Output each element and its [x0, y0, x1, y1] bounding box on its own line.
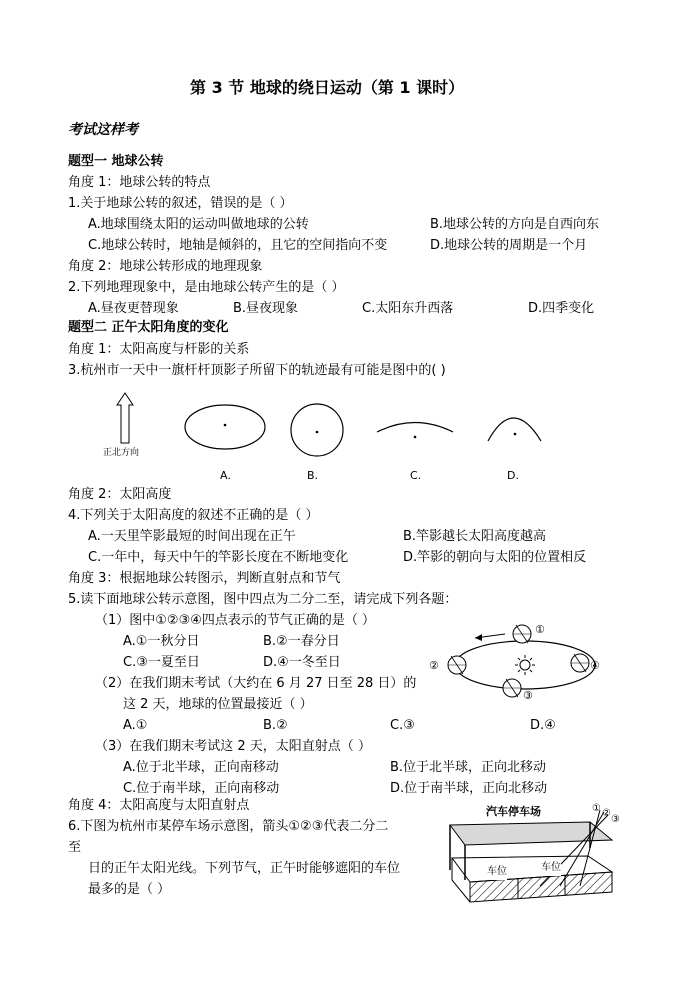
q3-label-d: D.	[507, 469, 519, 482]
type1-angle2: 角度 2：地球公转形成的地理现象	[68, 259, 263, 274]
q5-sub2-b: B.②	[263, 718, 288, 733]
q5-sub1-stem: （1）图中①②③④四点表示的节气正确的是（ ）	[95, 613, 376, 628]
option-d-arc	[488, 418, 541, 441]
q1-option-b: B.地球公转的方向是自西向东	[430, 217, 600, 232]
q5-sub2-c: C.③	[390, 718, 415, 733]
type2-angle2: 角度 2：太阳高度	[68, 487, 172, 502]
type1-angle1: 角度 1：地球公转的特点	[68, 175, 211, 190]
q1-option-a: A.地球围绕太阳的运动叫做地球的公转	[88, 217, 309, 232]
q5-sub3-d: D.位于南半球，正向北移动	[390, 781, 548, 796]
parking-title: 汽车停车场	[486, 805, 541, 818]
q4-option-c: C.一年中，每天中午的竿影长度在不断地变化	[88, 550, 349, 565]
q3-stem: 3.杭州市一天中一旗杆杆顶影子所留下的轨迹最有可能是图中的( )	[68, 363, 446, 378]
q2-option-a: A.昼夜更替现象	[88, 301, 179, 316]
q3-figure	[95, 385, 695, 495]
q6-stem-3: 日的正午太阳光线。下列节气，正午时能够遮阳的车位	[88, 861, 401, 876]
q5-sub3-a: A.位于北半球，正向南移动	[123, 760, 279, 775]
north-arrow-icon	[117, 393, 133, 443]
q5-sub3-c: C.位于南半球，正向南移动	[123, 781, 280, 796]
q6-stem-1: 6.下图为杭州市某停车场示意图，箭头①②③代表二分二	[68, 819, 389, 834]
earth-icon	[448, 625, 589, 697]
q3-label-b: B.	[307, 469, 319, 482]
q2-stem: 2.下列地理现象中，是由地球公转产生的是（ ）	[68, 280, 345, 295]
q2-option-b: B.昼夜现象	[233, 301, 299, 316]
q5-sub1-a: A.①一秋分日	[123, 634, 200, 649]
ray-label-2: ②	[602, 808, 611, 819]
q4-option-b: B.竿影越长太阳高度越高	[403, 529, 547, 544]
option-b-circle	[291, 404, 343, 456]
parking-space-label: 车位	[487, 864, 507, 880]
q3-label-a: A.	[220, 469, 231, 482]
q5-sub1-d: D.④一冬至日	[263, 655, 341, 670]
q5-sub2-stem-1: （2）在我们期末考试（大约在 6 月 27 日至 28 日）的	[95, 676, 417, 691]
q5-sub2-a: A.①	[123, 718, 148, 733]
q5-stem: 5.读下面地球公转示意图，图中四点为二分二至，请完成下列各题：	[68, 592, 458, 607]
q2-option-d: D.四季变化	[528, 301, 595, 316]
q4-option-d: D.竿影的朝向与太阳的位置相反	[403, 550, 587, 565]
q6-stem-4: 最多的是（ ）	[88, 882, 171, 897]
q2-option-c: C.太阳东升西落	[362, 301, 454, 316]
q4-stem: 4.下列关于太阳高度的叙述不正确的是（ ）	[68, 508, 319, 523]
option-a-ellipse	[185, 405, 265, 449]
q5-sub1-c: C.③一夏至日	[123, 655, 200, 670]
orbit-label-1: ①	[535, 623, 545, 636]
ray-label-1: ①	[592, 803, 601, 814]
parking-space-label: 车位	[541, 860, 561, 876]
orbit-label-4: ④	[590, 659, 600, 672]
type2-angle1: 角度 1：太阳高度与杆影的关系	[68, 342, 250, 357]
q5-sub1-b: B.②一春分日	[263, 634, 340, 649]
type1-heading: 题型一 地球公转	[68, 154, 164, 169]
q5-sub2-stem-2: 这 2 天，地球的位置最接近（ ）	[123, 697, 313, 712]
q4-option-a: A.一天里竿影最短的时间出现在正午	[88, 529, 296, 544]
north-direction-label: 正北方向	[103, 448, 140, 458]
q6-stem-2: 至	[68, 840, 82, 855]
type2-heading: 题型二 正午太阳角度的变化	[68, 320, 229, 335]
type2-angle3: 角度 3：根据地球公转图示，判断直射点和节气	[68, 571, 341, 586]
q1-stem: 1.关于地球公转的叙述，错误的是（ ）	[68, 196, 293, 211]
q5-sub3-stem: （3）在我们期末考试这 2 天，太阳直射点（ ）	[95, 739, 371, 754]
q5-sub3-b: B.位于北半球，正向北移动	[390, 760, 547, 775]
type2-angle4: 角度 4：太阳高度与太阳直射点	[68, 798, 250, 813]
orbit-label-2: ②	[429, 659, 439, 672]
q3-label-c: C.	[410, 469, 422, 482]
q5-sub2-d: D.④	[530, 718, 556, 733]
q1-option-c: C.地球公转时，地轴是倾斜的，且它的空间指向不变	[88, 238, 388, 253]
q1-option-d: D.地球公转的周期是一个月	[430, 238, 588, 253]
page-title: 第 3 节 地球的绕日运动（第 1 课时）	[190, 78, 465, 97]
orbit-label-3: ③	[523, 689, 533, 702]
section-heading: 考试这样考	[68, 122, 138, 138]
sun-icon	[515, 655, 535, 675]
option-c-arc	[377, 423, 453, 433]
ray-label-3: ③	[611, 814, 620, 825]
